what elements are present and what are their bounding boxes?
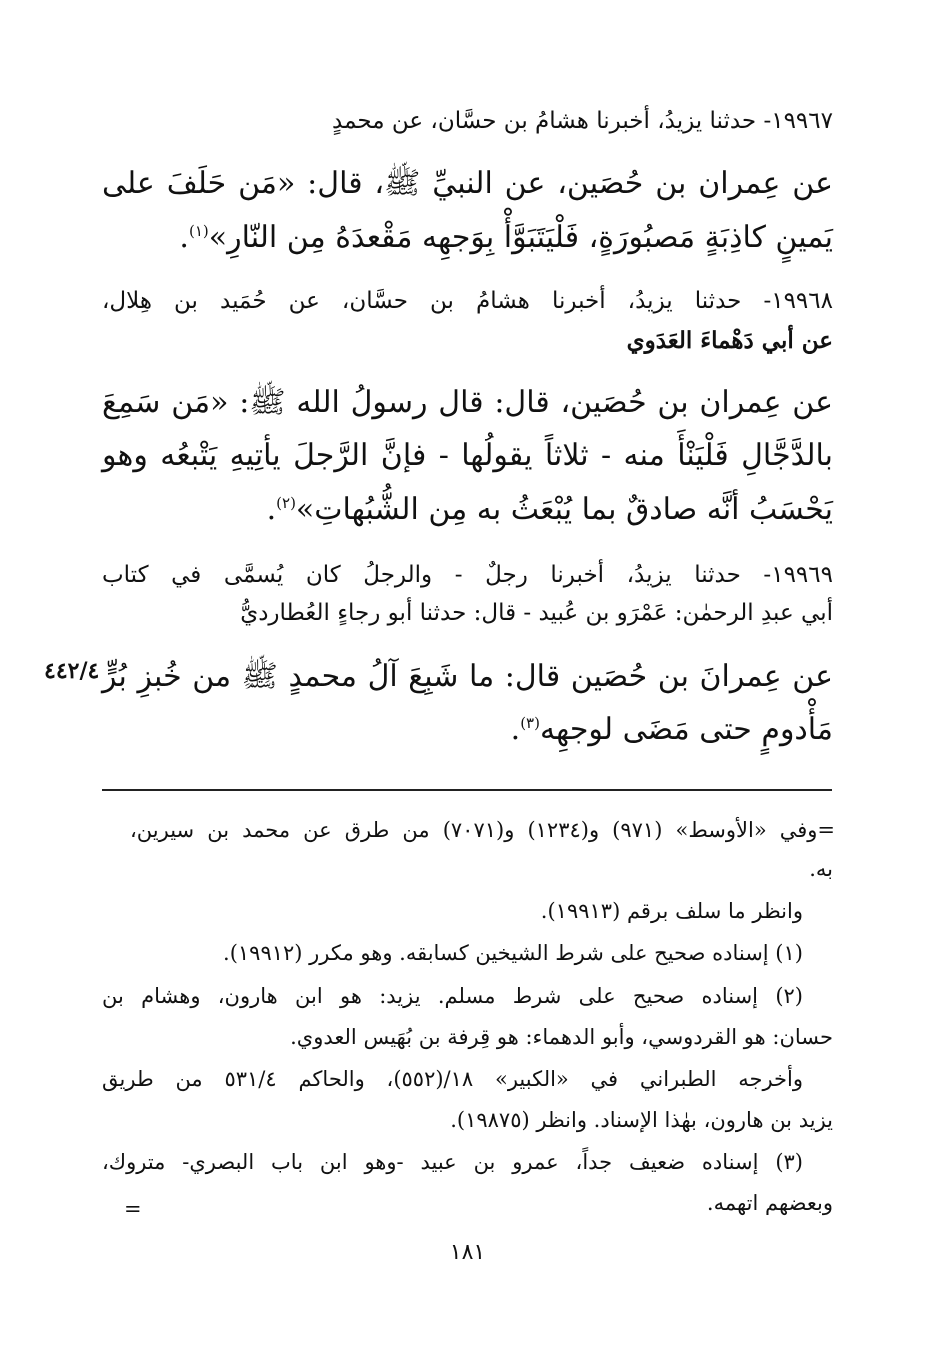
footnote-line: وأخرجه الطبراني في «الكبير» ١٨/(٥٥٢)، والحاكم ٥٣١/٤ من طريق (102, 1067, 804, 1091)
matn-19968-line-1: عن عِمران بن حُصَين، قال: قال رسولُ الله ﷺ: «مَن سَمِعَ (102, 385, 833, 420)
footnote-line: وبعضهم اتهمه. (706, 1191, 833, 1215)
matn-19968-text: يَحْسَبُ أنَّه صادقٌ بما يُبْعَثُ به مِن الشُّبُهاتِ» (295, 492, 833, 527)
footnote-line: =وفي «الأوسط» (٩٧١) و(١٢٣٤) و(٧٠٧١) من طرق عن محمد بن سيرين، (130, 818, 836, 842)
margin-volume-page-ref: ٤٤٢/٤ (44, 658, 100, 684)
isnad-19968-line-1: ١٩٩٦٨- حدثنا يزيدُ، أخبرنا هشامُ بن حسَّان، عن حُمَيد بن هِلال، (102, 288, 833, 314)
footnote-3: (٣) إسناده ضعيف جداً، عمرو بن عبيد -وهو ابن باب البصري- متروك، (102, 1150, 803, 1174)
matn-19969-text: مَأْدومٍ حتى مَضَى لوجهِه (539, 712, 833, 747)
matn-19967-line-2: يَمينٍ كاذِبَةٍ مَصبُورَةٍ، فَلْيَتَبَوَّأْ بِوَجهِه مَقْعدَهُ مِن النّارِ»$^{(١)}$. (179, 220, 833, 255)
footnote-line: يزيد بن هارون، بهٰذا الإسناد. وانظر (١٩٨٧٥). (450, 1108, 833, 1132)
footnote-line: وانظر ما سلف برقم (١٩٩١٣). (540, 899, 803, 923)
matn-19969-line-2: مَأْدومٍ حتى مَضَى لوجهِه$^{(٣)}$. (510, 712, 833, 747)
isnad-19967: ١٩٩٦٧- حدثنا يزيدُ، أخبرنا هشامُ بن حسَّان، عن محمدٍ (332, 108, 833, 134)
isnad-19968-line-2: عن أبي دَهْماءَ العَدَوي (626, 327, 833, 354)
continuation-mark: = (124, 1197, 142, 1221)
footnote-line: حسان: هو القردوسي، وأبو الدهماء: هو قِرفة بن بُهَيس العدوي. (290, 1025, 833, 1049)
matn-19967-text: يَمينٍ كاذِبَةٍ مَصبُورَةٍ، فَلْيَتَبَوَّأْ بِوَجهِه مَقْعدَهُ مِن النّارِ» (208, 220, 833, 255)
isnad-19969-line-2: أبي عبدِ الرحمٰن: عَمْرَو بن عُبيد - قال: حدثنا أبو رجاءٍ العُطارديُّ (240, 600, 833, 626)
footnote-separator (102, 789, 832, 791)
footnote-marker-3: (٣) (520, 714, 540, 732)
matn-19968-line-2: بالدَّجَّالِ فَلْيَنْأَ منه - ثلاثاً يقولُها - فإنَّ الرَّجلَ يأتِيهِ يَتْبعُه وهو (102, 438, 833, 473)
matn-19969-line-1: عن عِمرانَ بن حُصَين قال: ما شَبِعَ آلُ محمدٍ ﷺ من خُبزِ بُرٍّ (102, 659, 833, 694)
footnote-2: (٢) إسناده صحيح على شرط مسلم. يزيد: هو ابن هارون، وهشام بن (102, 984, 803, 1008)
footnote-line: به. (809, 857, 833, 881)
footnote-marker-2: (٢) (276, 494, 296, 512)
matn-19968-line-3: يَحْسَبُ أنَّه صادقٌ بما يُبْعَثُ به مِن الشُّبُهاتِ»$^{(٢)}$. (266, 492, 833, 527)
matn-19967-line-1: عن عِمران بن حُصَين، عن النبيِّ ﷺ، قال: «مَن حَلَفَ على (102, 166, 833, 201)
footnote-marker-1: (١) (188, 222, 209, 240)
footnote-1: (١) إسناده صحيح على شرط الشيخين كسابقه. وهو مكرر (١٩٩١٢). (223, 941, 803, 965)
page-number: ١٨١ (449, 1240, 486, 1265)
isnad-19969-line-1: ١٩٩٦٩- حدثنا يزيدُ، أخبرنا رجلٌ - والرجلُ كان يُسمَّى في كتاب (102, 562, 833, 588)
